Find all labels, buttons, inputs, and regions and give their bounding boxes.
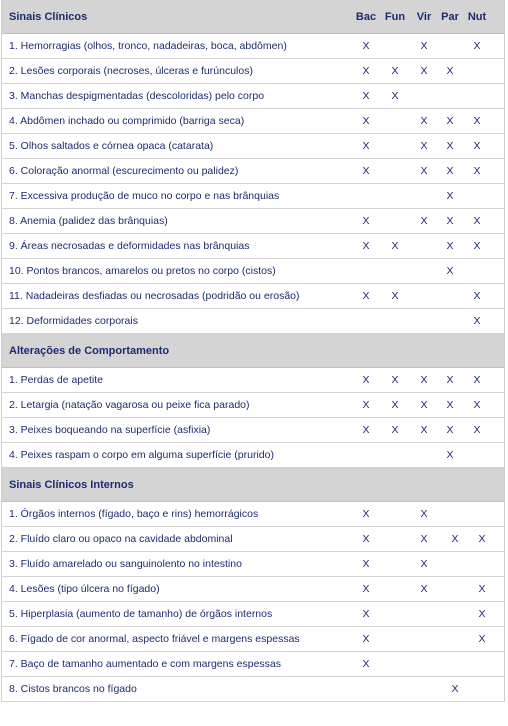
mark-bac: X <box>362 558 370 570</box>
mark-vir: X <box>420 140 428 152</box>
table-row <box>2 59 504 84</box>
table-row <box>2 234 504 259</box>
mark-vir: X <box>420 65 428 77</box>
table-row <box>2 502 504 527</box>
mark-bac: X <box>362 608 370 620</box>
table-row <box>2 368 504 393</box>
row-label: 1. Perdas de apetite <box>9 374 103 386</box>
mark-par: X <box>446 449 454 461</box>
row-label: 1. Órgãos internos (fígado, baço e rins) hemorrágicos <box>9 508 259 520</box>
mark-vir: X <box>420 374 428 386</box>
table-row <box>2 309 504 334</box>
row-label: 5. Hiperplasia (aumento de tamanho) de órgãos internos <box>9 608 273 620</box>
row-label: 10. Pontos brancos, amarelos ou pretos no corpo (cistos) <box>9 265 276 277</box>
column-header-vir: Vir <box>416 11 432 23</box>
row-label: 6. Coloração anormal (escurecimento ou palidez) <box>9 165 239 177</box>
mark-par: X <box>446 65 454 77</box>
mark-vir: X <box>420 40 428 52</box>
section-2 <box>2 334 504 468</box>
row-label: 12. Deformidades corporais <box>9 315 138 327</box>
section-header <box>2 334 504 368</box>
row-label: 5. Olhos saltados e córnea opaca (catarata) <box>9 140 214 152</box>
column-header-nut: Nut <box>467 11 487 23</box>
table-row <box>2 527 504 552</box>
row-label: 4. Lesões (tipo úlcera no fígado) <box>9 583 160 595</box>
mark-bac: X <box>362 40 370 52</box>
table-row <box>2 84 504 109</box>
clinical-signs-table <box>1 0 505 702</box>
mark-nut: X <box>478 583 486 595</box>
table-row <box>2 259 504 284</box>
section-1 <box>2 0 504 334</box>
row-label: 2. Letargia (natação vagarosa ou peixe fica parado) <box>9 399 250 411</box>
section-title: Alterações de Comportamento <box>9 345 170 357</box>
table-row <box>2 109 504 134</box>
mark-bac: X <box>362 374 370 386</box>
mark-par: X <box>446 374 454 386</box>
mark-bac: X <box>362 533 370 545</box>
table-row <box>2 184 504 209</box>
mark-nut: X <box>478 633 486 645</box>
column-header-par: Par <box>441 11 459 23</box>
table-row <box>2 418 504 443</box>
mark-vir: X <box>420 215 428 227</box>
mark-par: X <box>446 140 454 152</box>
row-label: 9. Áreas necrosadas e deformidades nas brânquias <box>9 240 250 252</box>
row-label: 6. Fígado de cor anormal, aspecto friável e margens espessas <box>9 633 300 645</box>
table-row <box>2 652 504 677</box>
mark-par: X <box>446 399 454 411</box>
table-row <box>2 627 504 652</box>
row-label: 3. Peixes boqueando na superfície (asfixia) <box>9 424 211 436</box>
mark-bac: X <box>362 165 370 177</box>
column-header-bac: Bac <box>355 11 377 23</box>
mark-bac: X <box>362 90 370 102</box>
mark-nut: X <box>473 215 481 227</box>
mark-nut: X <box>473 424 481 436</box>
table-row <box>2 34 504 59</box>
row-label: 3. Fluído amarelado ou sanguinolento no intestino <box>9 558 242 570</box>
mark-par: X <box>446 115 454 127</box>
mark-bac: X <box>362 215 370 227</box>
row-label: 7. Excessiva produção de muco no corpo e nas brânquias <box>9 190 280 202</box>
table-row <box>2 602 504 627</box>
mark-vir: X <box>420 533 428 545</box>
mark-bac: X <box>362 633 370 645</box>
table-row <box>2 443 504 468</box>
row-label: 8. Anemia (palidez das brânquias) <box>9 215 168 227</box>
mark-nut: X <box>473 290 481 302</box>
mark-nut: X <box>478 533 486 545</box>
section-3 <box>2 468 504 702</box>
mark-nut: X <box>473 140 481 152</box>
column-header-fun: Fun <box>384 11 406 23</box>
mark-fun: X <box>391 374 399 386</box>
mark-bac: X <box>362 65 370 77</box>
mark-vir: X <box>420 115 428 127</box>
mark-par: X <box>446 424 454 436</box>
mark-par: X <box>446 165 454 177</box>
mark-fun: X <box>391 240 399 252</box>
mark-par: X <box>451 533 459 545</box>
section-title: Sinais Clínicos <box>9 11 88 23</box>
mark-vir: X <box>420 583 428 595</box>
table-row <box>2 134 504 159</box>
row-label: 1. Hemorragias (olhos, tronco, nadadeiras, boca, abdômen) <box>9 40 287 52</box>
mark-bac: X <box>362 658 370 670</box>
section-header <box>2 468 504 502</box>
mark-par: X <box>446 190 454 202</box>
mark-fun: X <box>391 90 399 102</box>
section-header <box>2 0 504 34</box>
mark-par: X <box>446 240 454 252</box>
row-label: 3. Manchas despigmentadas (descoloridas) pelo corpo <box>9 90 265 102</box>
mark-nut: X <box>473 40 481 52</box>
mark-bac: X <box>362 399 370 411</box>
section-title: Sinais Clínicos Internos <box>9 479 134 491</box>
mark-nut: X <box>473 374 481 386</box>
mark-par: X <box>446 215 454 227</box>
mark-nut: X <box>473 240 481 252</box>
mark-fun: X <box>391 399 399 411</box>
mark-bac: X <box>362 583 370 595</box>
mark-bac: X <box>362 508 370 520</box>
mark-nut: X <box>473 315 481 327</box>
mark-vir: X <box>420 558 428 570</box>
table-row <box>2 552 504 577</box>
mark-nut: X <box>478 608 486 620</box>
table-row <box>2 209 504 234</box>
table-row <box>2 577 504 602</box>
mark-bac: X <box>362 424 370 436</box>
mark-nut: X <box>473 399 481 411</box>
table-row <box>2 393 504 418</box>
mark-bac: X <box>362 290 370 302</box>
mark-vir: X <box>420 508 428 520</box>
mark-bac: X <box>362 115 370 127</box>
row-label: 4. Peixes raspam o corpo em alguma superfície (prurido) <box>9 449 274 461</box>
mark-bac: X <box>362 240 370 252</box>
row-label: 11. Nadadeiras desfiadas ou necrosadas (podridão ou erosão) <box>9 290 300 302</box>
mark-nut: X <box>473 115 481 127</box>
mark-fun: X <box>391 65 399 77</box>
mark-fun: X <box>391 424 399 436</box>
mark-nut: X <box>473 165 481 177</box>
row-label: 2. Fluído claro ou opaco na cavidade abdominal <box>9 533 233 545</box>
mark-fun: X <box>391 290 399 302</box>
mark-vir: X <box>420 399 428 411</box>
mark-vir: X <box>420 165 428 177</box>
row-label: 7. Baço de tamanho aumentado e com margens espessas <box>9 658 281 670</box>
row-label: 8. Cistos brancos no fígado <box>9 683 137 695</box>
row-label: 4. Abdômen inchado ou comprimido (barriga seca) <box>9 115 245 127</box>
table-row <box>2 159 504 184</box>
row-label: 2. Lesões corporais (necroses, úlceras e furúnculos) <box>9 65 253 77</box>
table-row <box>2 677 504 702</box>
mark-par: X <box>446 265 454 277</box>
table-row <box>2 284 504 309</box>
mark-bac: X <box>362 140 370 152</box>
mark-par: X <box>451 683 459 695</box>
mark-vir: X <box>420 424 428 436</box>
